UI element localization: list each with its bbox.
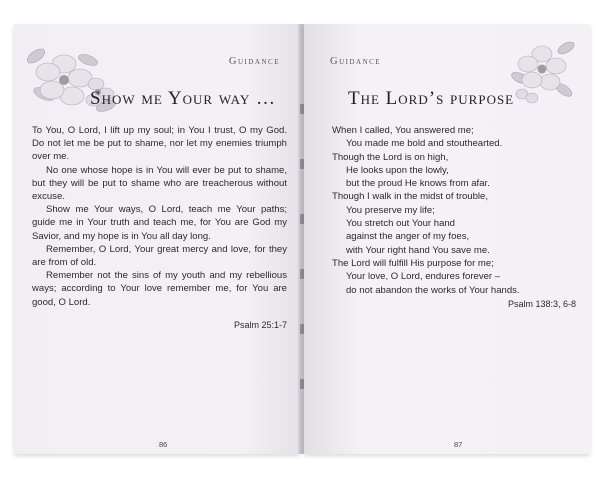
page-title: The Lord’s purpose [348, 88, 515, 109]
psalm-text [332, 124, 582, 311]
page-title: Show me Your way … [90, 88, 276, 109]
paragraph: To You, O Lord, I lift up my soul; in You I trust, O my God. Do not let me be put to shame, nor let my enemies triumph over me. [32, 125, 287, 163]
poem-line: You stretch out Your hand [346, 218, 455, 230]
paragraph: Remember, O Lord, Your great mercy and love, for they are from of old. [32, 243, 287, 269]
poem-line: do not abandon the works of Your hands. [346, 284, 520, 296]
scripture-reference: Psalm 138:3, 6-8 [507, 298, 576, 309]
poem-line: He looks upon the lowly, [346, 164, 449, 176]
poem-line: You preserve my life; [346, 204, 435, 216]
paragraph: Show me Your ways, O Lord, teach me Your paths; guide me in Your truth and teach me, for You are God my Savior, and my hope is in You all day long. [32, 204, 287, 242]
poem-line: Though I walk in the midst of trouble, [332, 191, 489, 203]
page-number: 86 [159, 440, 168, 449]
psalm-text [32, 124, 287, 332]
left-page [14, 24, 300, 454]
paragraph: No one whose hope is in You will ever be put to shame, but they will be put to shame who are treacherous without excuse. [32, 164, 287, 203]
poem-line: When I called, You answered me; [332, 125, 474, 136]
poem-line: You made me bold and stouthearted. [346, 138, 503, 150]
poem-line: Though the Lord is on high, [332, 151, 449, 163]
flower-icon [510, 38, 576, 104]
section-label: Guidance [330, 56, 382, 67]
scripture-reference: Psalm 25:1-7 [233, 319, 287, 330]
open-book [14, 24, 592, 458]
poem-line: but the proud He knows from afar. [346, 178, 490, 190]
poem-line: The Lord will fulfill His purpose for me; [332, 257, 494, 269]
poem-line: with Your right hand You save me. [346, 244, 490, 256]
page-number: 87 [454, 440, 463, 449]
flower-icon [24, 42, 134, 122]
poem-line: Your love, O Lord, endures forever – [346, 271, 501, 283]
poem-line: against the anger of my foes, [346, 231, 470, 243]
right-page [304, 24, 590, 454]
paragraph: Remember not the sins of my youth and my rebellious ways; according to Your love remember me, for You are good, O Lord. [32, 270, 287, 308]
section-label: Guidance [228, 56, 280, 67]
